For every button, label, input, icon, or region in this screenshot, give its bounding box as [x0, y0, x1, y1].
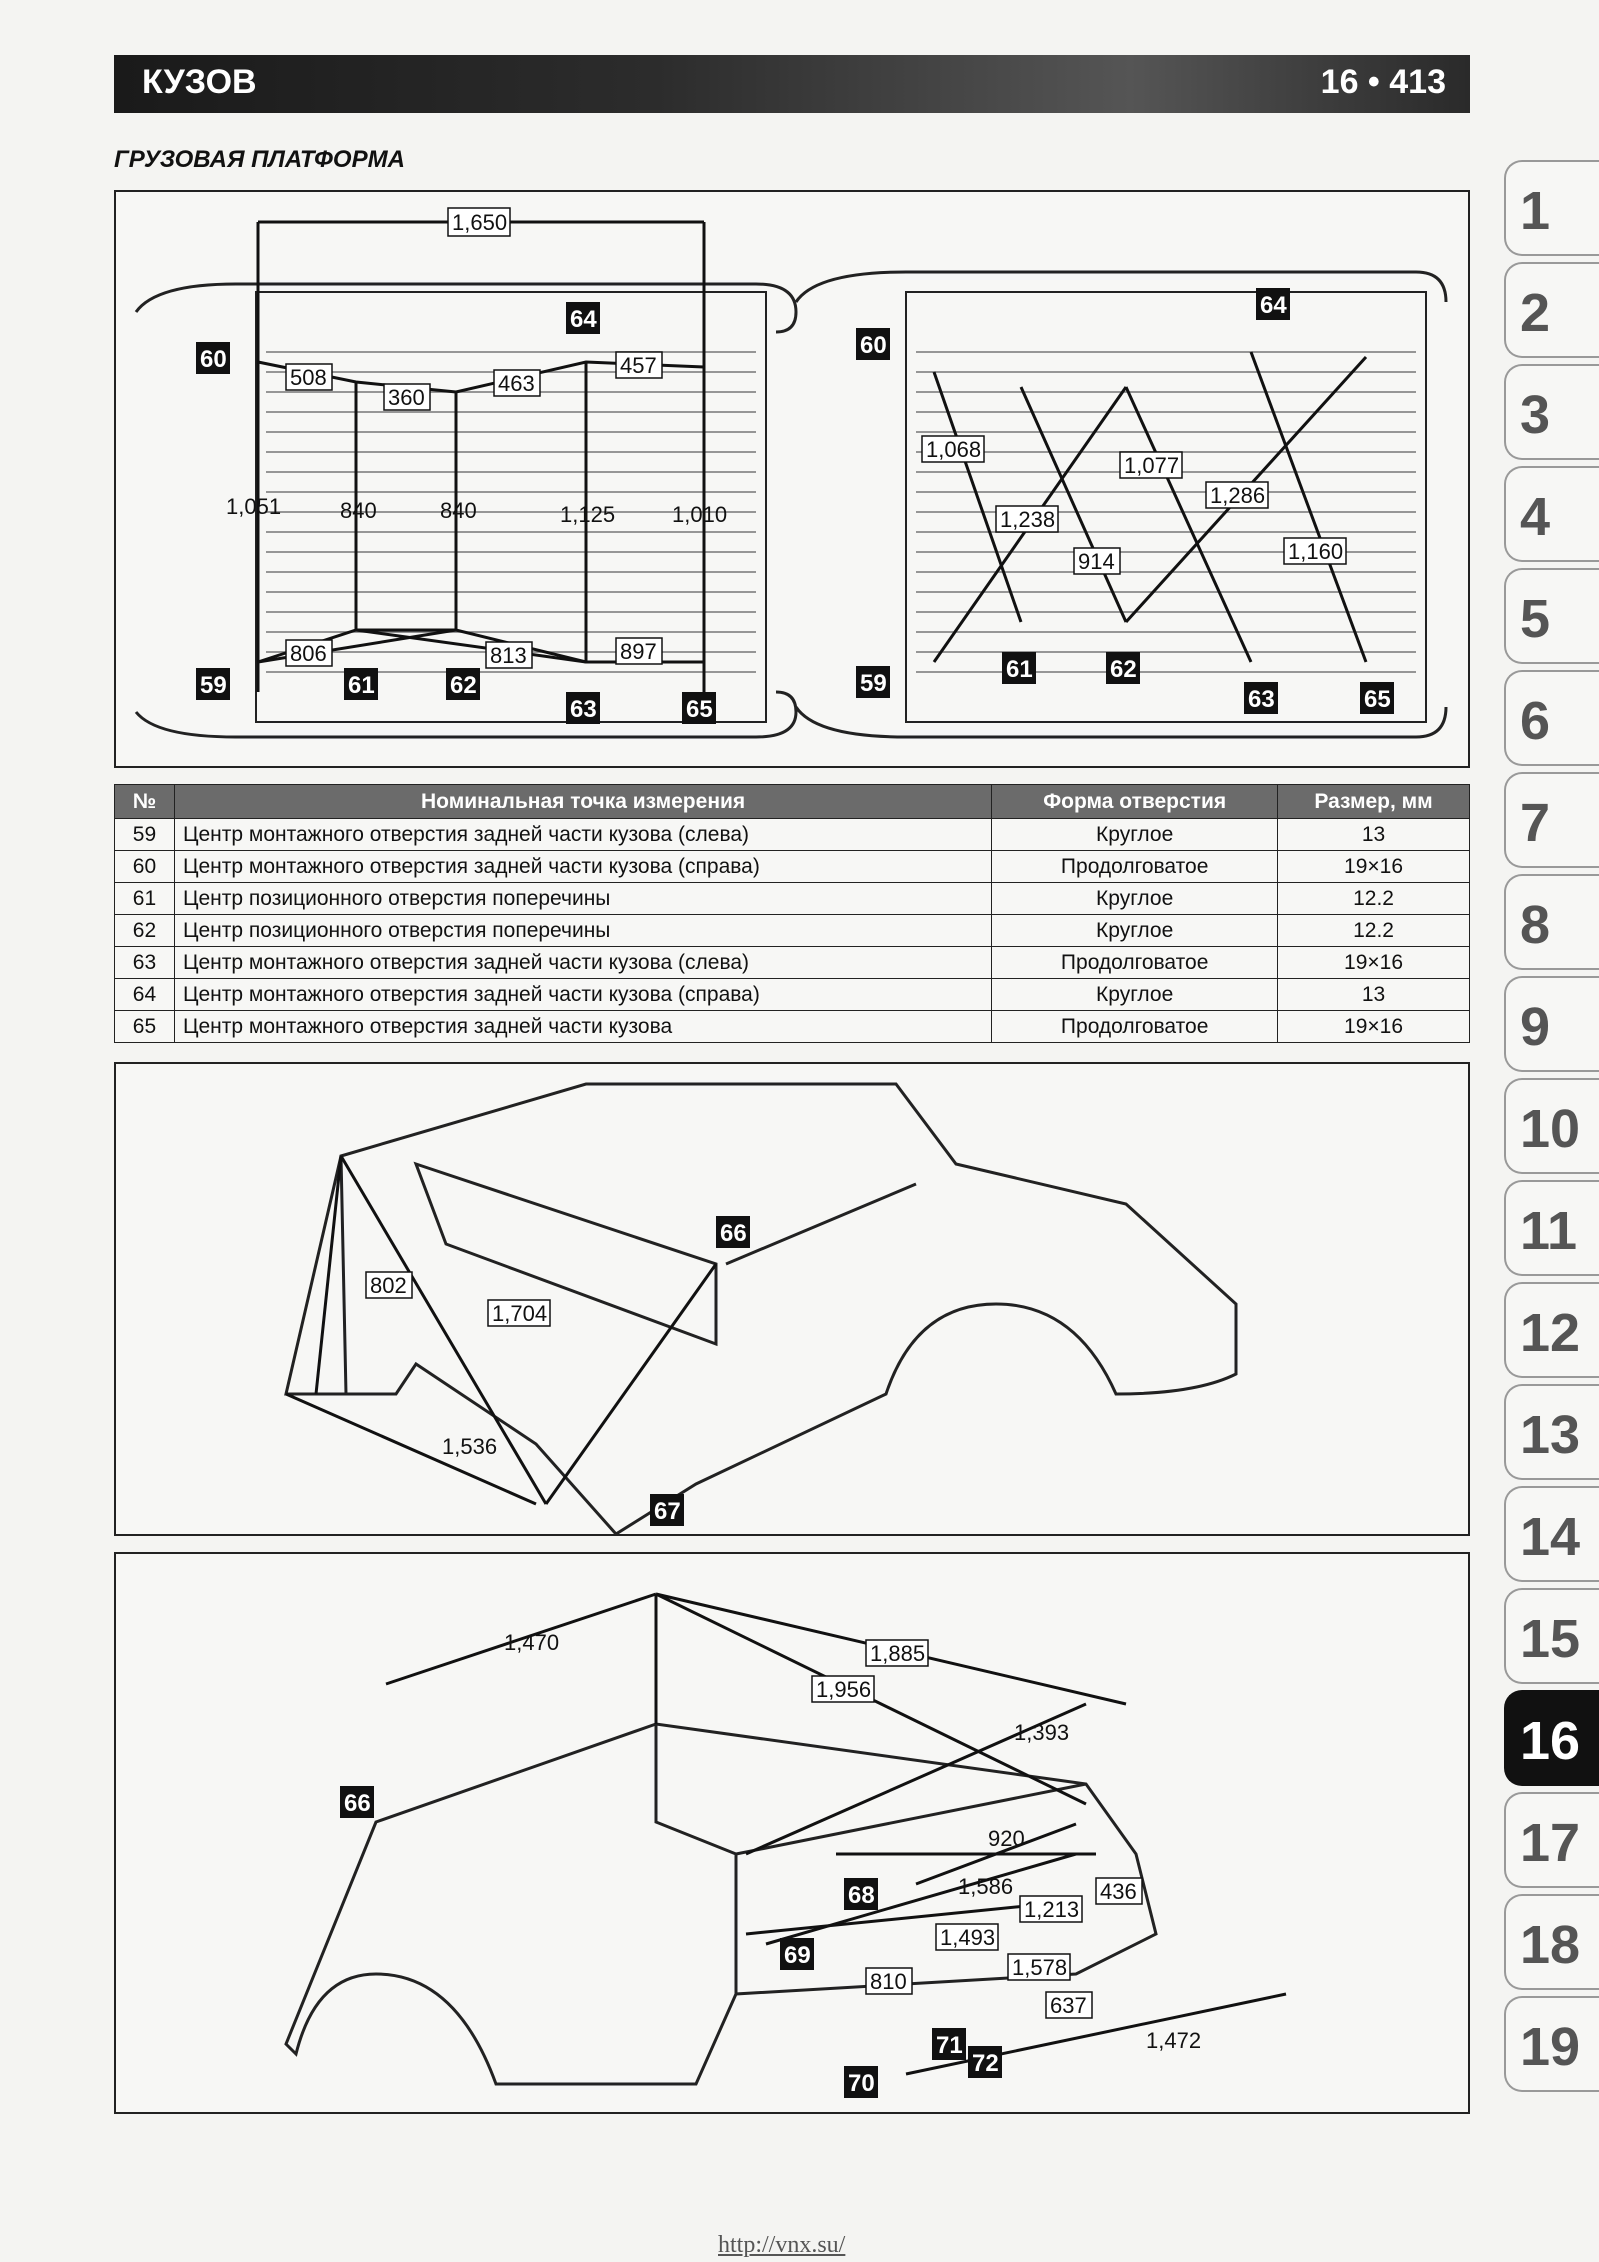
bed-front-view-diagram: [116, 1064, 1472, 1538]
left-dimension-labels: [226, 208, 727, 668]
chapter-tab-3[interactable]: [1504, 364, 1599, 460]
row-num: 62: [115, 915, 175, 947]
footer-link[interactable]: http://vnx.su/: [718, 2232, 846, 2258]
row-num: 65: [115, 1011, 175, 1043]
dim-840-b: 840: [440, 498, 477, 523]
row-shape: Продолговатое: [992, 851, 1278, 883]
dim-463: 463: [498, 371, 535, 396]
point-67-middle: 67: [654, 1498, 681, 1525]
bed-rear-view-diagram: [116, 1554, 1472, 2116]
chapter-tab-2[interactable]: [1504, 262, 1599, 358]
col-desc: Номинальная точка измерения: [174, 785, 991, 819]
dim-1470: 1,470: [504, 1630, 560, 1655]
chapter-tab-12[interactable]: [1504, 1282, 1599, 1378]
point-61-left: 61: [348, 672, 375, 699]
dim-1238: 1,238: [1000, 507, 1056, 532]
dim-1213: 1,213: [1024, 1897, 1080, 1922]
tab-label: 6: [1520, 691, 1551, 751]
dim-1650: 1,650: [452, 210, 508, 235]
floor-plan-diagrams: [116, 192, 1472, 770]
tab-label: 11: [1520, 1201, 1578, 1261]
dim-802: 802: [370, 1273, 407, 1298]
row-num: 59: [115, 819, 175, 851]
page-header: [114, 55, 1470, 113]
point-62-right: 62: [1110, 656, 1137, 683]
tab-label: 17: [1520, 1813, 1581, 1873]
dim-1160: 1,160: [1288, 539, 1344, 564]
dim-806: 806: [290, 641, 327, 666]
bed-outline: [286, 1084, 1236, 1534]
point-63-right: 63: [1248, 686, 1275, 713]
dim-1956: 1,956: [816, 1677, 872, 1702]
point-72: 72: [972, 2050, 999, 2077]
chapter-tab-9[interactable]: [1504, 976, 1599, 1072]
point-65-left: 65: [686, 696, 713, 723]
table-header-row: [115, 785, 1470, 819]
col-num: №: [115, 785, 175, 819]
point-69: 69: [784, 1942, 811, 1969]
chapter-tab-6[interactable]: [1504, 670, 1599, 766]
row-num: 61: [115, 883, 175, 915]
row-desc: Центр монтажного отверстия задней части кузова (справа): [174, 851, 991, 883]
dim-1286: 1,286: [1210, 483, 1266, 508]
row-size: 19×16: [1278, 947, 1470, 979]
tab-label: 1: [1520, 181, 1551, 241]
row-num: 64: [115, 979, 175, 1011]
point-70: 70: [848, 2070, 875, 2097]
row-shape: Круглое: [992, 915, 1278, 947]
tab-label: 18: [1520, 1915, 1581, 1975]
table-row: [115, 883, 1470, 915]
tab-label: 15: [1520, 1609, 1581, 1669]
row-shape: Круглое: [992, 819, 1278, 851]
point-71: 71: [936, 2032, 963, 2059]
tab-label: 14: [1520, 1507, 1581, 1567]
table-row: [115, 947, 1470, 979]
dim-436: 436: [1100, 1879, 1137, 1904]
tab-label: 10: [1520, 1099, 1581, 1159]
dim-1010: 1,010: [672, 502, 728, 527]
dim-1578: 1,578: [1012, 1955, 1068, 1980]
tab-label: 2: [1520, 283, 1551, 343]
chapter-tab-8[interactable]: [1504, 874, 1599, 970]
tab-label: 13: [1520, 1405, 1581, 1465]
dim-1472: 1,472: [1146, 2028, 1202, 2053]
tab-label: 12: [1520, 1303, 1581, 1363]
point-64-right: 64: [1260, 292, 1287, 319]
row-shape: Круглое: [992, 883, 1278, 915]
row-size: 19×16: [1278, 851, 1470, 883]
chapter-title: КУЗОВ: [142, 63, 257, 101]
measurement-points-table: [114, 784, 1470, 1043]
section-title: ГРУЗОВАЯ ПЛАТФОРМА: [114, 146, 405, 173]
chapter-tab-1[interactable]: [1504, 160, 1599, 256]
dim-914: 914: [1078, 549, 1115, 574]
point-63-left: 63: [570, 696, 597, 723]
tab-label: 7: [1520, 793, 1551, 853]
chapter-tab-17[interactable]: [1504, 1792, 1599, 1888]
point-62-left: 62: [450, 672, 477, 699]
row-size: 19×16: [1278, 1011, 1470, 1043]
middle-labels: [366, 1216, 750, 1526]
dim-1586: 1,586: [958, 1874, 1014, 1899]
bed-measure-lines: [286, 1156, 716, 1504]
chapter-tab-19[interactable]: [1504, 1996, 1599, 2092]
dim-637: 637: [1050, 1993, 1087, 2018]
right-floor-ribs: [916, 352, 1416, 672]
chapter-tab-4[interactable]: [1504, 466, 1599, 562]
point-59-left: 59: [200, 672, 227, 699]
row-size: 13: [1278, 979, 1470, 1011]
dim-508: 508: [290, 365, 327, 390]
right-dimension-labels: [922, 436, 1346, 574]
dim-840-a: 840: [340, 498, 377, 523]
row-desc: Центр монтажного отверстия задней части кузова (слева): [174, 947, 991, 979]
dim-457: 457: [620, 353, 657, 378]
dim-1051: 1,051: [226, 494, 282, 519]
chapter-tab-16[interactable]: [1504, 1690, 1599, 1786]
col-size: Размер, мм: [1278, 785, 1470, 819]
dim-1077: 1,077: [1124, 453, 1180, 478]
tab-label: 5: [1520, 589, 1551, 649]
chapter-tab-7[interactable]: [1504, 772, 1599, 868]
row-desc: Центр позиционного отверстия поперечины: [174, 915, 991, 947]
chapter-tab-5[interactable]: [1504, 568, 1599, 664]
col-shape: Форма отверстия: [992, 785, 1278, 819]
tab-label: 19: [1520, 2017, 1581, 2077]
row-desc: Центр позиционного отверстия поперечины: [174, 883, 991, 915]
bottom-diagram-panel: [114, 1552, 1470, 2114]
table-row: [115, 915, 1470, 947]
table-row: [115, 979, 1470, 1011]
tab-label: 16: [1520, 1711, 1581, 1771]
chapter-tab-13[interactable]: [1504, 1384, 1599, 1480]
tab-label: 9: [1520, 997, 1551, 1057]
row-size: 12.2: [1278, 883, 1470, 915]
middle-diagram-panel: [114, 1062, 1470, 1536]
table-row: [115, 819, 1470, 851]
tab-label: 8: [1520, 895, 1551, 955]
dim-1125: 1,125: [560, 502, 616, 527]
row-desc: Центр монтажного отверстия задней части кузова (справа): [174, 979, 991, 1011]
dim-1068: 1,068: [926, 437, 982, 462]
chapter-tab-18[interactable]: [1504, 1894, 1599, 1990]
row-desc: Центр монтажного отверстия задней части кузова (слева): [174, 819, 991, 851]
page-number: 16 • 413: [1320, 63, 1446, 101]
point-60-left: 60: [200, 346, 227, 373]
dim-1704: 1,704: [492, 1301, 548, 1326]
dim-1393: 1,393: [1014, 1720, 1070, 1745]
row-num: 63: [115, 947, 175, 979]
table-row: [115, 851, 1470, 883]
point-66-bottom: 66: [344, 1790, 371, 1817]
row-shape: Круглое: [992, 979, 1278, 1011]
chapter-tab-15[interactable]: [1504, 1588, 1599, 1684]
dim-360: 360: [388, 385, 425, 410]
point-66-middle: 66: [720, 1220, 747, 1247]
dim-1493: 1,493: [940, 1925, 996, 1950]
chapter-tab-11[interactable]: [1504, 1180, 1599, 1276]
chapter-tab-10[interactable]: [1504, 1078, 1599, 1174]
point-64-left: 64: [570, 306, 597, 333]
top-diagram-panel: [114, 190, 1470, 768]
tab-label: 4: [1520, 487, 1551, 547]
point-65-right: 65: [1364, 686, 1391, 713]
row-num: 60: [115, 851, 175, 883]
row-desc: Центр монтажного отверстия задней части кузова: [174, 1011, 991, 1043]
row-size: 12.2: [1278, 915, 1470, 947]
chapter-tab-14[interactable]: [1504, 1486, 1599, 1582]
point-59-right: 59: [860, 670, 887, 697]
row-size: 13: [1278, 819, 1470, 851]
dim-1885: 1,885: [870, 1641, 926, 1666]
dim-1536: 1,536: [442, 1434, 498, 1459]
row-shape: Продолговатое: [992, 1011, 1278, 1043]
point-68: 68: [848, 1882, 875, 1909]
dim-897: 897: [620, 639, 657, 664]
point-60-right: 60: [860, 332, 887, 359]
tab-label: 3: [1520, 385, 1551, 445]
dim-920: 920: [988, 1826, 1025, 1851]
dim-810: 810: [870, 1969, 907, 1994]
table-row: [115, 1011, 1470, 1043]
point-61-right: 61: [1006, 656, 1033, 683]
row-shape: Продолговатое: [992, 947, 1278, 979]
dim-813: 813: [490, 643, 527, 668]
